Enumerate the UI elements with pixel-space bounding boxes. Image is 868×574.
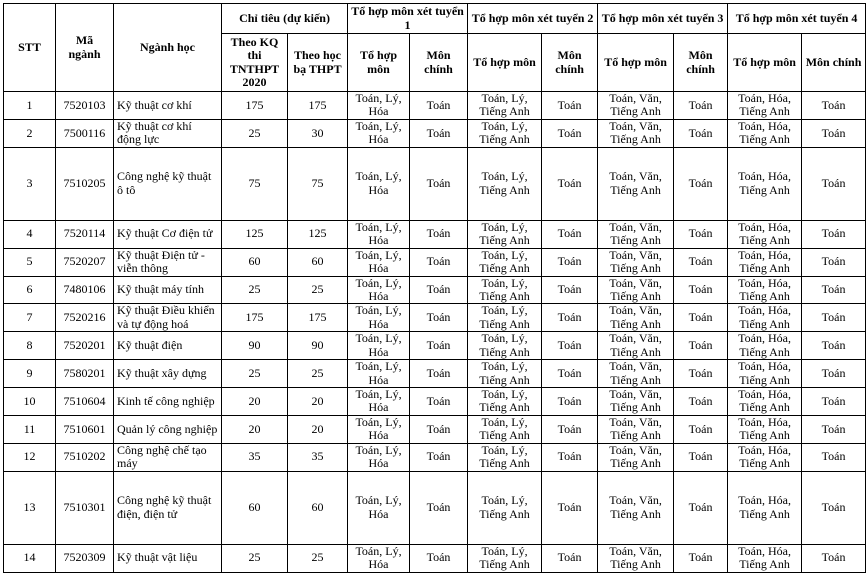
table-row: [4, 119, 866, 147]
cell-theo-kq: 20: [222, 388, 288, 416]
cell-theo-hoc-ba: 75: [288, 147, 348, 220]
cell-ma-nganh: 7510205: [56, 147, 114, 220]
cell-mon-chinh-4: Toán: [802, 304, 866, 332]
cell-nganh-hoc: Kỹ thuật cơ khí: [114, 92, 222, 120]
table-row: [4, 415, 866, 443]
table-body: [4, 92, 866, 573]
cell-to-hop-1: Toán, Lý, Hóa: [348, 360, 410, 388]
cell-theo-kq: 75: [222, 147, 288, 220]
cell-to-hop-4: Toán, Hóa, Tiếng Anh: [728, 388, 802, 416]
cell-mon-chinh-1: Toán: [410, 471, 468, 544]
cell-stt: 7: [4, 304, 56, 332]
table-row: [4, 544, 866, 572]
cell-nganh-hoc: Kỹ thuật xây dựng: [114, 360, 222, 388]
cell-to-hop-3: Toán, Văn, Tiếng Anh: [598, 220, 674, 248]
admissions-table: [3, 3, 866, 573]
cell-ma-nganh: 7520114: [56, 220, 114, 248]
cell-mon-chinh-2: Toán: [542, 388, 598, 416]
cell-to-hop-3: Toán, Văn, Tiếng Anh: [598, 544, 674, 572]
cell-theo-kq: 35: [222, 443, 288, 471]
cell-nganh-hoc: Kỹ thuật Điều khiển và tự động hoá: [114, 304, 222, 332]
cell-stt: 9: [4, 360, 56, 388]
header-to-hop-mon-2: Tổ hợp môn: [468, 34, 542, 92]
cell-to-hop-4: Toán, Hóa, Tiếng Anh: [728, 119, 802, 147]
cell-to-hop-3: Toán, Văn, Tiếng Anh: [598, 443, 674, 471]
header-nganh-hoc: Ngành học: [114, 4, 222, 92]
cell-ma-nganh: 7510604: [56, 388, 114, 416]
cell-mon-chinh-2: Toán: [542, 220, 598, 248]
cell-to-hop-4: Toán, Hóa, Tiếng Anh: [728, 220, 802, 248]
cell-theo-hoc-ba: 60: [288, 471, 348, 544]
cell-to-hop-2: Toán, Lý, Tiếng Anh: [468, 276, 542, 304]
cell-theo-kq: 90: [222, 332, 288, 360]
cell-stt: 6: [4, 276, 56, 304]
cell-mon-chinh-2: Toán: [542, 304, 598, 332]
cell-to-hop-1: Toán, Lý, Hóa: [348, 304, 410, 332]
cell-mon-chinh-1: Toán: [410, 415, 468, 443]
cell-mon-chinh-3: Toán: [674, 119, 728, 147]
cell-to-hop-4: Toán, Hóa, Tiếng Anh: [728, 544, 802, 572]
cell-to-hop-4: Toán, Hóa, Tiếng Anh: [728, 147, 802, 220]
cell-theo-hoc-ba: 90: [288, 332, 348, 360]
table-row: [4, 147, 866, 220]
cell-mon-chinh-3: Toán: [674, 92, 728, 120]
cell-theo-kq: 25: [222, 119, 288, 147]
cell-mon-chinh-1: Toán: [410, 360, 468, 388]
cell-mon-chinh-2: Toán: [542, 415, 598, 443]
table-row: [4, 332, 866, 360]
header-mon-chinh-2: Môn chính: [542, 34, 598, 92]
cell-mon-chinh-4: Toán: [802, 248, 866, 276]
cell-mon-chinh-2: Toán: [542, 248, 598, 276]
cell-ma-nganh: 7500116: [56, 119, 114, 147]
cell-to-hop-2: Toán, Lý, Tiếng Anh: [468, 147, 542, 220]
cell-mon-chinh-3: Toán: [674, 304, 728, 332]
cell-stt: 12: [4, 443, 56, 471]
cell-to-hop-2: Toán, Lý, Tiếng Anh: [468, 544, 542, 572]
cell-to-hop-2: Toán, Lý, Tiếng Anh: [468, 415, 542, 443]
cell-to-hop-4: Toán, Hóa, Tiếng Anh: [728, 332, 802, 360]
cell-to-hop-1: Toán, Lý, Hóa: [348, 92, 410, 120]
cell-mon-chinh-2: Toán: [542, 92, 598, 120]
cell-to-hop-2: Toán, Lý, Tiếng Anh: [468, 92, 542, 120]
cell-nganh-hoc: Kỹ thuật máy tính: [114, 276, 222, 304]
cell-nganh-hoc: Công nghệ kỹ thuật điện, điện tử: [114, 471, 222, 544]
cell-mon-chinh-4: Toán: [802, 332, 866, 360]
cell-to-hop-4: Toán, Hóa, Tiếng Anh: [728, 415, 802, 443]
cell-mon-chinh-3: Toán: [674, 360, 728, 388]
cell-mon-chinh-4: Toán: [802, 119, 866, 147]
cell-theo-hoc-ba: 35: [288, 443, 348, 471]
cell-to-hop-4: Toán, Hóa, Tiếng Anh: [728, 92, 802, 120]
cell-mon-chinh-4: Toán: [802, 220, 866, 248]
cell-stt: 8: [4, 332, 56, 360]
cell-to-hop-3: Toán, Văn, Tiếng Anh: [598, 92, 674, 120]
cell-mon-chinh-1: Toán: [410, 92, 468, 120]
cell-mon-chinh-3: Toán: [674, 415, 728, 443]
cell-to-hop-2: Toán, Lý, Tiếng Anh: [468, 388, 542, 416]
header-theo-hoc-ba: Theo học bạ THPT: [288, 34, 348, 92]
cell-nganh-hoc: Công nghệ kỹ thuật ô tô: [114, 147, 222, 220]
cell-nganh-hoc: Kỹ thuật cơ khí động lực: [114, 119, 222, 147]
cell-ma-nganh: 7580201: [56, 360, 114, 388]
cell-mon-chinh-1: Toán: [410, 147, 468, 220]
cell-theo-hoc-ba: 20: [288, 415, 348, 443]
cell-theo-hoc-ba: 25: [288, 360, 348, 388]
cell-mon-chinh-2: Toán: [542, 276, 598, 304]
cell-to-hop-1: Toán, Lý, Hóa: [348, 388, 410, 416]
header-chi-tieu: Chỉ tiêu (dự kiến): [222, 4, 348, 34]
cell-theo-kq: 60: [222, 248, 288, 276]
cell-theo-kq: 20: [222, 415, 288, 443]
cell-stt: 14: [4, 544, 56, 572]
cell-mon-chinh-3: Toán: [674, 248, 728, 276]
cell-to-hop-2: Toán, Lý, Tiếng Anh: [468, 248, 542, 276]
cell-mon-chinh-1: Toán: [410, 443, 468, 471]
cell-nganh-hoc: Kỹ thuật vật liệu: [114, 544, 222, 572]
cell-to-hop-2: Toán, Lý, Tiếng Anh: [468, 119, 542, 147]
cell-theo-kq: 175: [222, 92, 288, 120]
cell-to-hop-2: Toán, Lý, Tiếng Anh: [468, 304, 542, 332]
cell-mon-chinh-4: Toán: [802, 415, 866, 443]
cell-theo-hoc-ba: 25: [288, 276, 348, 304]
cell-mon-chinh-2: Toán: [542, 119, 598, 147]
cell-stt: 11: [4, 415, 56, 443]
cell-theo-hoc-ba: 25: [288, 544, 348, 572]
cell-mon-chinh-1: Toán: [410, 276, 468, 304]
cell-mon-chinh-1: Toán: [410, 304, 468, 332]
cell-to-hop-4: Toán, Hóa, Tiếng Anh: [728, 443, 802, 471]
cell-to-hop-1: Toán, Lý, Hóa: [348, 276, 410, 304]
cell-to-hop-1: Toán, Lý, Hóa: [348, 443, 410, 471]
cell-theo-kq: 25: [222, 360, 288, 388]
cell-to-hop-4: Toán, Hóa, Tiếng Anh: [728, 471, 802, 544]
header-to-hop-4: Tổ hợp môn xét tuyển 4: [728, 4, 866, 34]
table-row: [4, 92, 866, 120]
table-row: [4, 248, 866, 276]
cell-theo-kq: 25: [222, 544, 288, 572]
cell-mon-chinh-3: Toán: [674, 276, 728, 304]
cell-mon-chinh-2: Toán: [542, 471, 598, 544]
cell-to-hop-3: Toán, Văn, Tiếng Anh: [598, 119, 674, 147]
cell-to-hop-2: Toán, Lý, Tiếng Anh: [468, 220, 542, 248]
header-mon-chinh-3: Môn chính: [674, 34, 728, 92]
cell-theo-hoc-ba: 30: [288, 119, 348, 147]
cell-theo-hoc-ba: 175: [288, 304, 348, 332]
cell-to-hop-3: Toán, Văn, Tiếng Anh: [598, 304, 674, 332]
table-row: [4, 443, 866, 471]
cell-ma-nganh: 7510301: [56, 471, 114, 544]
table-row: [4, 220, 866, 248]
cell-ma-nganh: 7510601: [56, 415, 114, 443]
cell-ma-nganh: 7480106: [56, 276, 114, 304]
cell-to-hop-1: Toán, Lý, Hóa: [348, 220, 410, 248]
cell-nganh-hoc: Kỹ thuật Cơ điện tử: [114, 220, 222, 248]
cell-ma-nganh: 7520201: [56, 332, 114, 360]
cell-mon-chinh-4: Toán: [802, 388, 866, 416]
cell-stt: 13: [4, 471, 56, 544]
cell-mon-chinh-4: Toán: [802, 360, 866, 388]
cell-to-hop-2: Toán, Lý, Tiếng Anh: [468, 443, 542, 471]
cell-nganh-hoc: Quản lý công nghiệp: [114, 415, 222, 443]
cell-to-hop-4: Toán, Hóa, Tiếng Anh: [728, 360, 802, 388]
table-row: [4, 304, 866, 332]
cell-to-hop-1: Toán, Lý, Hóa: [348, 119, 410, 147]
header-mon-chinh-1: Môn chính: [410, 34, 468, 92]
header-stt: STT: [4, 4, 56, 92]
cell-mon-chinh-4: Toán: [802, 147, 866, 220]
cell-ma-nganh: 7520309: [56, 544, 114, 572]
cell-to-hop-3: Toán, Văn, Tiếng Anh: [598, 147, 674, 220]
header-to-hop-3: Tổ hợp môn xét tuyển 3: [598, 4, 728, 34]
cell-mon-chinh-3: Toán: [674, 147, 728, 220]
cell-to-hop-1: Toán, Lý, Hóa: [348, 471, 410, 544]
header-ma-nganh: Mã ngành: [56, 4, 114, 92]
cell-mon-chinh-3: Toán: [674, 332, 728, 360]
cell-nganh-hoc: Kỹ thuật điện: [114, 332, 222, 360]
cell-to-hop-4: Toán, Hóa, Tiếng Anh: [728, 304, 802, 332]
cell-to-hop-1: Toán, Lý, Hóa: [348, 544, 410, 572]
cell-to-hop-2: Toán, Lý, Tiếng Anh: [468, 471, 542, 544]
cell-to-hop-1: Toán, Lý, Hóa: [348, 415, 410, 443]
cell-to-hop-3: Toán, Văn, Tiếng Anh: [598, 415, 674, 443]
cell-to-hop-1: Toán, Lý, Hóa: [348, 147, 410, 220]
header-to-hop-2: Tổ hợp môn xét tuyển 2: [468, 4, 598, 34]
table-row: [4, 360, 866, 388]
cell-to-hop-2: Toán, Lý, Tiếng Anh: [468, 360, 542, 388]
cell-mon-chinh-1: Toán: [410, 119, 468, 147]
cell-mon-chinh-3: Toán: [674, 471, 728, 544]
cell-mon-chinh-2: Toán: [542, 544, 598, 572]
cell-stt: 4: [4, 220, 56, 248]
cell-mon-chinh-2: Toán: [542, 147, 598, 220]
cell-theo-hoc-ba: 20: [288, 388, 348, 416]
cell-theo-hoc-ba: 60: [288, 248, 348, 276]
cell-stt: 5: [4, 248, 56, 276]
cell-to-hop-3: Toán, Văn, Tiếng Anh: [598, 360, 674, 388]
cell-ma-nganh: 7520103: [56, 92, 114, 120]
header-mon-chinh-4: Môn chính: [802, 34, 866, 92]
table-row: [4, 471, 866, 544]
cell-nganh-hoc: Kinh tế công nghiệp: [114, 388, 222, 416]
cell-to-hop-3: Toán, Văn, Tiếng Anh: [598, 471, 674, 544]
cell-stt: 3: [4, 147, 56, 220]
table-row: [4, 388, 866, 416]
cell-nganh-hoc: Kỹ thuật Điện tử - viễn thông: [114, 248, 222, 276]
cell-stt: 2: [4, 119, 56, 147]
cell-to-hop-2: Toán, Lý, Tiếng Anh: [468, 332, 542, 360]
cell-mon-chinh-3: Toán: [674, 388, 728, 416]
cell-to-hop-3: Toán, Văn, Tiếng Anh: [598, 388, 674, 416]
cell-mon-chinh-3: Toán: [674, 443, 728, 471]
cell-stt: 10: [4, 388, 56, 416]
cell-mon-chinh-4: Toán: [802, 92, 866, 120]
cell-mon-chinh-3: Toán: [674, 544, 728, 572]
cell-theo-kq: 60: [222, 471, 288, 544]
cell-to-hop-1: Toán, Lý, Hóa: [348, 332, 410, 360]
cell-to-hop-1: Toán, Lý, Hóa: [348, 248, 410, 276]
cell-stt: 1: [4, 92, 56, 120]
header-to-hop-1: Tổ hợp môn xét tuyển 1: [348, 4, 468, 34]
cell-ma-nganh: 7520207: [56, 248, 114, 276]
cell-mon-chinh-4: Toán: [802, 471, 866, 544]
cell-mon-chinh-3: Toán: [674, 220, 728, 248]
header-theo-kq: Theo KQ thi TNTHPT 2020: [222, 34, 288, 92]
cell-mon-chinh-1: Toán: [410, 544, 468, 572]
cell-mon-chinh-4: Toán: [802, 276, 866, 304]
cell-mon-chinh-4: Toán: [802, 544, 866, 572]
cell-theo-hoc-ba: 175: [288, 92, 348, 120]
cell-theo-kq: 25: [222, 276, 288, 304]
cell-ma-nganh: 7520216: [56, 304, 114, 332]
cell-ma-nganh: 7510202: [56, 443, 114, 471]
cell-mon-chinh-4: Toán: [802, 443, 866, 471]
table-row: [4, 276, 866, 304]
header-to-hop-mon-1: Tổ hợp môn: [348, 34, 410, 92]
cell-mon-chinh-1: Toán: [410, 220, 468, 248]
cell-mon-chinh-2: Toán: [542, 360, 598, 388]
cell-mon-chinh-1: Toán: [410, 248, 468, 276]
cell-to-hop-3: Toán, Văn, Tiếng Anh: [598, 248, 674, 276]
cell-nganh-hoc: Công nghệ chế tạo máy: [114, 443, 222, 471]
header-to-hop-mon-3: Tổ hợp môn: [598, 34, 674, 92]
cell-theo-kq: 175: [222, 304, 288, 332]
cell-to-hop-4: Toán, Hóa, Tiếng Anh: [728, 276, 802, 304]
cell-to-hop-4: Toán, Hóa, Tiếng Anh: [728, 248, 802, 276]
header-to-hop-mon-4: Tổ hợp môn: [728, 34, 802, 92]
cell-mon-chinh-1: Toán: [410, 388, 468, 416]
cell-mon-chinh-2: Toán: [542, 443, 598, 471]
cell-mon-chinh-2: Toán: [542, 332, 598, 360]
cell-theo-hoc-ba: 125: [288, 220, 348, 248]
cell-to-hop-3: Toán, Văn, Tiếng Anh: [598, 276, 674, 304]
cell-to-hop-3: Toán, Văn, Tiếng Anh: [598, 332, 674, 360]
cell-theo-kq: 125: [222, 220, 288, 248]
cell-mon-chinh-1: Toán: [410, 332, 468, 360]
